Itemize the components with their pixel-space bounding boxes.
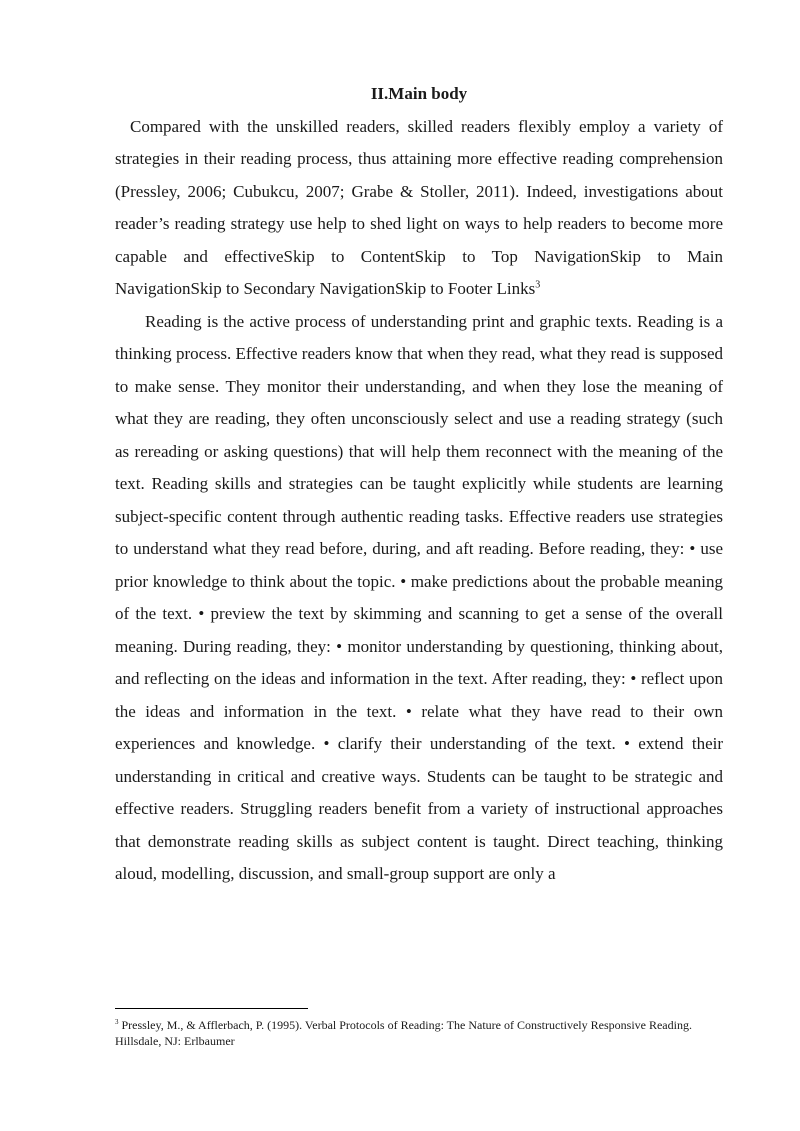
paragraph-text: Reading is the active process of understanding print and graphic texts. Reading is a thinking process. Effective readers know that when they read, what they read is supposed to make sense. They monitor their understanding, and when they lose the meaning of what they are reading, they often unconsciously select and use a reading strategy (such as rereading or asking questions) that will help them reconnect with the meaning of the text. Reading skills and strategies can be taught explicitly while students are learning subject-specific content through authentic reading tasks. Effective readers use strategies to understand what they read before, during, and aft reading. Before reading, they: • use prior knowledge to think about the topic. • make predictions about the probable meaning of the text. • preview the text by skimming and scanning to get a sense of the overall meaning. During reading, they: • monitor understanding by questioning, thinking about, and reflecting on the ideas and information in the text. After reading, they: • reflect upon the ideas and information in the text. • relate what they have read to their own experiences and knowledge. • clarify their understanding of the text. • extend their understanding in critical and creative ways. Students can be taught to be strategic and effective readers. Struggling readers benefit from a variety of instructional approaches that demonstrate reading skills as subject content is taught. Direct teaching, thinking aloud, modelling, discussion, and small-group support are only a: [115, 311, 723, 883]
footnote-separator: [115, 1008, 308, 1009]
footnote: [115, 1017, 723, 1049]
main-body-section: [115, 78, 723, 891]
footnote-text: Pressley, M., & Afflerbach, P. (1995). Verbal Protocols of Reading: The Nature of Constructively Responsive Reading. Hillsdale, NJ: Erlbaumer: [115, 1018, 692, 1048]
footnote-reference[interactable]: 3: [535, 279, 541, 291]
section-heading: II.Main body: [370, 84, 468, 103]
paragraph-reading-strategies: [115, 111, 723, 306]
paragraph-text: Compared with the unskilled readers, skilled readers flexibly employ a variety of strategies in their reading process, thus attaining more effective reading comprehension (Pressley, 2006; Cubukcu, 2007; Grabe & Stoller, 2011). Indeed, investigations about reader’s reading strategy use help to shed light on ways to help readers to become more capable and effectiveSkip to ContentSkip to Top NavigationSkip to Main NavigationSkip to Secondary NavigationSkip to Footer Links: [115, 116, 723, 298]
footnote-number: 3: [115, 1018, 119, 1026]
paragraph-reading-process: [115, 306, 723, 891]
